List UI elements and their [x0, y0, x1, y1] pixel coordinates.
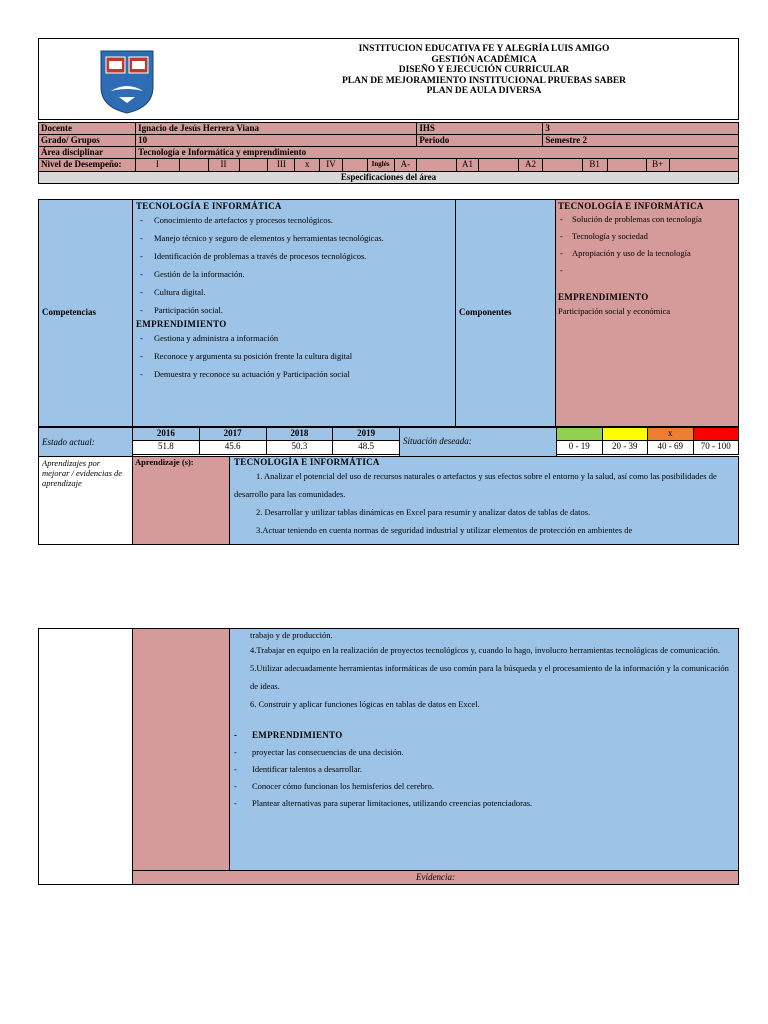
aprendizaje-emp-item: - Identificar talentos a desarrollar. [232, 761, 734, 778]
competencias-label-cell [38, 199, 133, 427]
competencias-tec-item: - Manejo técnico y seguro de elementos y herramientas tecnológicas. [136, 229, 452, 247]
range-color-green [557, 428, 603, 441]
aprendizaje-item-2: 2. Desarrollar y utilizar tablas dinámicas en Excel para resumir y analizar datos de tablas de datos. [256, 507, 591, 517]
docente-value: Ignacio de Jesús Herrera Viana [136, 123, 417, 135]
ingles-b1: B1 [582, 159, 607, 172]
ihs-label: IHS [417, 123, 543, 135]
area-label: Área disciplinar [39, 147, 136, 159]
nivel-ii: II [208, 159, 239, 172]
estado-label: Estado actual: [42, 437, 95, 447]
value-2019: 48.5 [333, 441, 400, 455]
competencias-tec-item: - Conocimiento de artefactos y procesos tecnológicos. [136, 211, 452, 229]
document-header [38, 38, 739, 120]
range-color-red [693, 428, 739, 441]
aprendizaje-item-5: 5.Utilizar adecuadamente herramientas informáticas de uso común para la búsqueda y el procesamiento de la información y la comunicación de ideas. [250, 663, 729, 691]
competencias-emp-title: EMPRENDIMIENTO [136, 319, 227, 329]
periodo-label: Periodo [417, 135, 543, 147]
aprendizajes-label: Aprendizajes por mejorar / evidencias de aprendizaje [42, 458, 123, 488]
year-2018: 2018 [266, 428, 333, 441]
ingles-b-plus: B+ [646, 159, 669, 172]
situacion-label: Situación deseada: [403, 436, 472, 446]
aprendizaje-sublabel-cell-page2 [132, 628, 230, 871]
nivel-i: I [136, 159, 179, 172]
range-40-69: 40 - 69 [648, 441, 694, 455]
evidencia-label: Evidencia: [416, 872, 455, 882]
aprendizaje-item-3: 3.Actuar teniendo en cuenta normas de seguridad industrial y utilizar elementos de protección en ambientes de [256, 525, 633, 535]
nivel-label: Nivel de Desempeño: [39, 159, 136, 172]
year-2017: 2017 [199, 428, 266, 441]
range-20-39: 20 - 39 [602, 441, 648, 455]
aprendizaje-item-6: 6. Construir y aplicar funciones lógicas en tablas de datos en Excel. [250, 699, 480, 709]
situacion-cell [399, 427, 557, 457]
nivel-iii: III [268, 159, 295, 172]
competencias-tec-item: - Gestión de la información. [136, 265, 452, 283]
especificaciones-title: Especificaciones del área [39, 172, 739, 184]
aprendizajes-label-cell [38, 456, 133, 545]
competencias-emp-item: - Demuestra y reconoce su actuación y Participación social [136, 365, 452, 383]
info-table [38, 122, 739, 184]
competencias-tec-item: - Cultura digital. [136, 283, 452, 301]
competencias-tec-title: TECNOLOGÍA E INFORMÁTICA [136, 201, 282, 211]
situacion-ranges [556, 427, 739, 457]
ihs-value: 3 [543, 123, 739, 135]
competencias-emp-item: - Gestiona y administra a información [136, 329, 452, 347]
componentes-tec-title: TECNOLOGÍA E INFORMÁTICA [558, 201, 704, 211]
year-2019: 2019 [333, 428, 400, 441]
aprendizajes-emp-title: - EMPRENDIMIENTO [232, 727, 734, 744]
range-70-100: 70 - 100 [693, 441, 739, 455]
header-line-3: DISEÑO Y EJECUCIÓN CURRICULAR [398, 65, 570, 75]
range-color-orange: x [648, 428, 694, 441]
nivel-mark: x [295, 159, 320, 172]
range-0-19: 0 - 19 [557, 441, 603, 455]
evidencia-cell [132, 870, 739, 885]
year-2016: 2016 [133, 428, 200, 441]
estado-years-grid [132, 427, 400, 457]
competencias-tec-item: - Participación social. [136, 301, 452, 319]
componentes-tec-item: - Tecnología y sociedad [558, 228, 736, 245]
estado-label-cell [38, 427, 133, 457]
competencias-tec-item: - Identificación de problemas a través de procesos tecnológicos. [136, 247, 452, 265]
aprendizaje-item-1: 1. Analizar el potencial del uso de recursos naturales o artefactos y sus efectos sobre el entorno y la salud, así como las posibilidades de desarrollo para las comunidades. [234, 471, 717, 499]
componentes-emp-title: EMPRENDIMIENTO [558, 292, 649, 302]
aprendizajes-tec-title: TECNOLOGÍA E INFORMÁTICA [234, 457, 380, 467]
header-line-4: PLAN DE MEJORAMIENTO INSTITUCIONAL PRUEBAS SABER [341, 75, 627, 86]
componentes-tec-item: - Solución de problemas con tecnología [558, 211, 736, 228]
school-logo-icon [97, 47, 157, 115]
ingles-label: Inglés [367, 159, 394, 172]
aprendizaje-item-3-cont: trabajo y de producción. [250, 630, 333, 640]
componentes-label-cell [455, 199, 556, 427]
value-2016: 51.8 [133, 441, 200, 455]
componentes-cell [555, 199, 739, 427]
competencias-label: Competencias [42, 307, 96, 317]
aprendizajes-label-cell-page2 [38, 628, 133, 885]
docente-label: Docente [39, 123, 136, 135]
aprendizaje-emp-item: - proyectar las consecuencias de una decisión. [232, 744, 734, 761]
aprendizaje-sublabel: Aprendizaje (s): [135, 457, 194, 467]
componentes-tec-item: - Apropiación y uso de la tecnología [558, 245, 736, 262]
range-color-yellow [602, 428, 648, 441]
grado-value: 10 [136, 135, 417, 147]
aprendizaje-emp-item: - Plantear alternativas para superar limitaciones, utilizando creencias potenciadoras. [232, 795, 734, 812]
aprendizajes-content-page2 [229, 628, 739, 871]
componentes-emp-text: Participación social y económica [558, 306, 671, 316]
aprendizaje-sublabel-cell [132, 456, 230, 545]
aprendizaje-item-4: 4.Trabajar en equipo en la realización de proyectos tecnológicos y, cuando lo hago, involucro herramientas tecnológicas de comunicación. [250, 645, 721, 655]
header-line-2: GESTIÓN ACADÉMICA [431, 54, 537, 65]
nivel-iv: IV [320, 159, 343, 172]
area-value: Tecnología e Informática y emprendimiento [136, 147, 739, 159]
componentes-label: Componentes [459, 307, 512, 317]
ingles-a-minus: A- [394, 159, 417, 172]
header-titles [239, 44, 729, 97]
ingles-a2: A2 [518, 159, 543, 172]
value-2017: 45.6 [199, 441, 266, 455]
header-line-5: PLAN DE AULA DIVERSA [426, 86, 542, 96]
competencias-emp-item: - Reconoce y argumenta su posición frente la cultura digital [136, 347, 452, 365]
aprendizaje-emp-item: - Conocer cómo funcionan los hemisferios del cerebro. [232, 778, 734, 795]
ingles-a1: A1 [456, 159, 479, 172]
value-2018: 50.3 [266, 441, 333, 455]
competencias-cell [132, 199, 456, 427]
grado-label: Grado/ Grupos [39, 135, 136, 147]
aprendizajes-content-page1 [229, 456, 739, 545]
periodo-value: Semestre 2 [543, 135, 739, 147]
header-line-1: INSTITUCION EDUCATIVA FE Y ALEGRÍA LUIS AMIGO [358, 44, 610, 54]
